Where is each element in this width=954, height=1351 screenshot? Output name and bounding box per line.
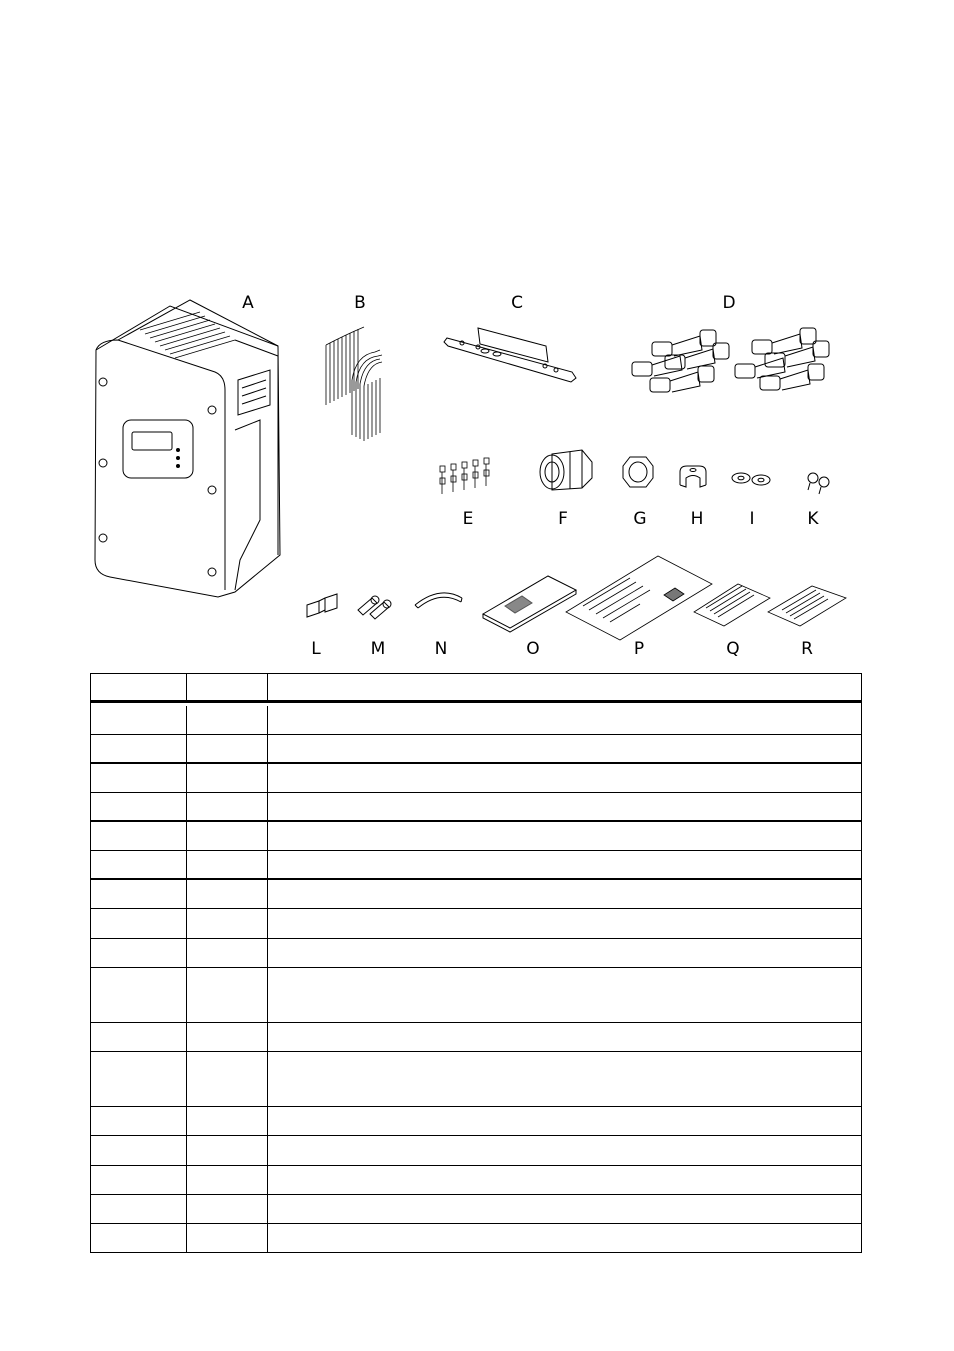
figure-label-f: F (558, 509, 568, 529)
table-row (91, 1224, 861, 1252)
table-row (91, 764, 861, 793)
table-cell-description (268, 1136, 861, 1165)
table-row (91, 939, 861, 968)
table-cell-description (268, 880, 861, 908)
table-cell-position (91, 1107, 187, 1135)
table-cell-quantity (187, 909, 268, 938)
table-cell-description (268, 1166, 861, 1194)
poster-sheet-icon (566, 556, 712, 640)
table-cell-quantity (187, 1107, 268, 1135)
table-cell-quantity (187, 764, 268, 792)
table-cell-quantity (187, 1195, 268, 1223)
table-cell-quantity (187, 822, 268, 850)
small-screws-icon (808, 473, 829, 494)
table-cell-description (268, 706, 861, 734)
table-cell-quantity (187, 1224, 268, 1252)
figure-label-q: Q (726, 639, 740, 659)
table-row (91, 735, 861, 764)
figure-label-m: M (370, 639, 386, 659)
table-cell-quantity (187, 1052, 268, 1106)
header-cell-quantity (187, 674, 268, 700)
table-cell-position (91, 939, 187, 967)
table-cell-position (91, 1136, 187, 1165)
figure-label-c: C (511, 293, 523, 313)
manual-booklet-icon (483, 576, 576, 632)
header-cell-position (91, 674, 187, 700)
cable-gland-icon (540, 450, 592, 490)
table-row (91, 968, 861, 1023)
table-cell-description (268, 1023, 861, 1051)
figure-label-e: E (462, 509, 474, 529)
table-cell-description (268, 968, 861, 1022)
table-row (91, 1136, 861, 1166)
table-cell-position (91, 1224, 187, 1252)
table-row (91, 1052, 861, 1107)
supplementary-sheet-icon (694, 584, 770, 626)
figure-label-a: A (242, 293, 254, 313)
table-cell-position (91, 764, 187, 792)
table-cell-position (91, 909, 187, 938)
table-cell-description (268, 1052, 861, 1106)
table-row (91, 822, 861, 851)
table-cell-position (91, 1195, 187, 1223)
table-cell-quantity (187, 1136, 268, 1165)
figure-label-l: L (311, 639, 321, 659)
table-row (91, 1166, 861, 1195)
scope-of-delivery-table (90, 673, 862, 1253)
table-cell-quantity (187, 793, 268, 820)
table-cell-description (268, 939, 861, 967)
header-cell-description (268, 674, 861, 700)
figure-label-d: D (722, 293, 736, 313)
table-cell-quantity (187, 880, 268, 908)
table-cell-quantity (187, 851, 268, 878)
lock-nut-icon (623, 457, 653, 487)
table-cell-quantity (187, 735, 268, 762)
table-cell-quantity (187, 1023, 268, 1051)
dc-connectors-icon (632, 328, 829, 392)
figure-label-i: I (749, 509, 755, 529)
table-cell-description (268, 851, 861, 878)
screws-icon (440, 458, 489, 494)
table-cell-description (268, 1224, 861, 1252)
wall-plugs-icon (358, 596, 391, 619)
wall-bracket-icon (444, 328, 576, 382)
hose-icon (415, 593, 462, 608)
figure-label-r: R (801, 639, 813, 659)
table-cell-position (91, 822, 187, 850)
table-cell-description (268, 1107, 861, 1135)
table-cell-position (91, 793, 187, 820)
table-cell-description (268, 909, 861, 938)
table-row (91, 706, 861, 735)
table-row (91, 909, 861, 939)
table-cell-position (91, 1023, 187, 1051)
figure-label-k: K (807, 509, 819, 529)
figure-label-b: B (354, 293, 366, 313)
table-cell-description (268, 822, 861, 850)
figure-label-g: G (633, 509, 647, 529)
table-cell-description (268, 1195, 861, 1223)
cable-bundle-icon (326, 327, 382, 441)
table-cell-quantity (187, 706, 268, 734)
table-cell-position (91, 1166, 187, 1194)
table-cell-quantity (187, 968, 268, 1022)
clamping-bracket-icon (680, 466, 706, 487)
scope-of-delivery-figure (0, 0, 954, 670)
table-cell-description (268, 793, 861, 820)
table-row (91, 880, 861, 909)
table-row (91, 851, 861, 880)
figure-label-h: H (690, 509, 704, 529)
table-cell-description (268, 764, 861, 792)
table-cell-description (268, 735, 861, 762)
table-cell-quantity (187, 1166, 268, 1194)
certificate-sheet-icon (768, 586, 846, 626)
table-row (91, 1023, 861, 1052)
table-cell-position (91, 735, 187, 762)
inverter-icon (95, 300, 280, 597)
table-cell-position (91, 880, 187, 908)
table-header-row (91, 674, 861, 703)
figure-label-o: O (526, 639, 540, 659)
table-cell-position (91, 851, 187, 878)
table-row (91, 1195, 861, 1224)
table-row (91, 793, 861, 822)
jumpers-icon (307, 594, 337, 617)
table-cell-position (91, 1052, 187, 1106)
figure-label-n: N (434, 639, 448, 659)
figure-label-p: P (633, 639, 645, 659)
table-row (91, 1107, 861, 1136)
table-cell-position (91, 706, 187, 734)
washers-icon (732, 473, 770, 485)
table-cell-position (91, 968, 187, 1022)
table-cell-quantity (187, 939, 268, 967)
